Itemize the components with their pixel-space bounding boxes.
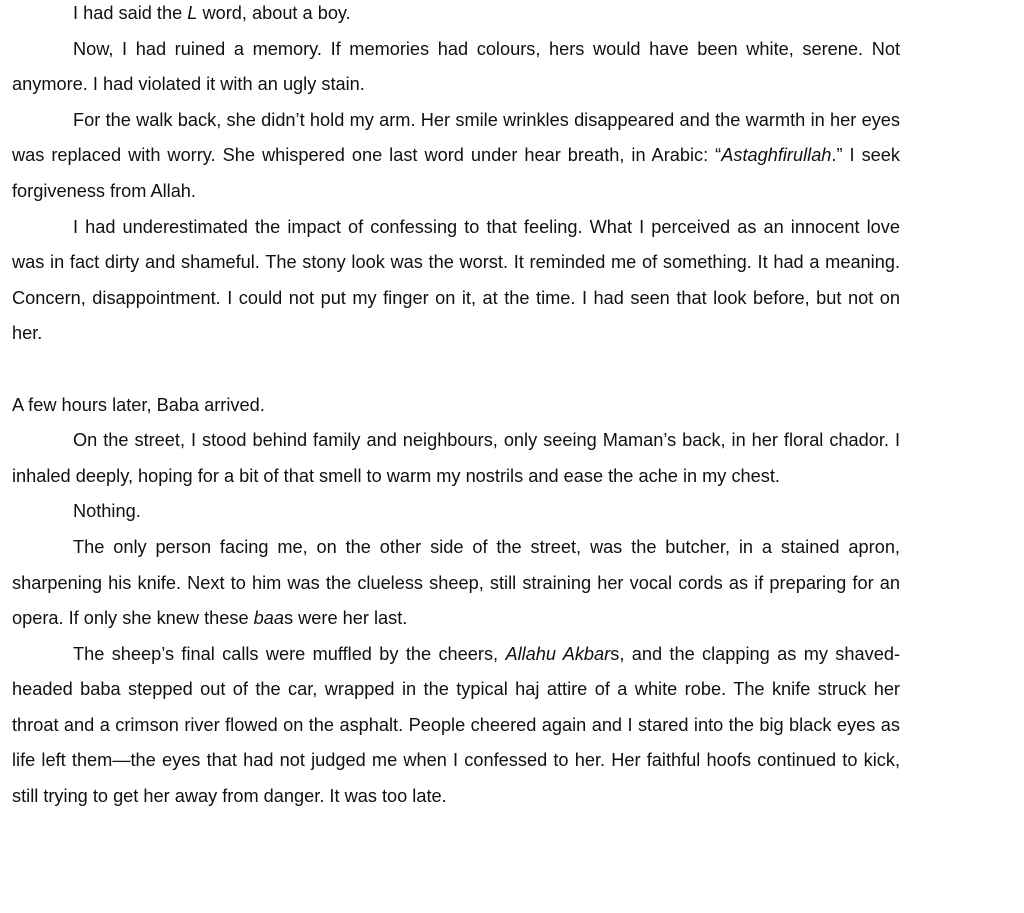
italic-text: Allahu Akbar [505,643,611,664]
text-segment: s, and the clapping as my shaved-headed baba stepped out of the car, wrapped in the typical haj attire of a white robe. The knife struck her throat and a crimson river flowed on the asphalt. People cheered again and I stared into the big black eyes as life left them—the eyes that had not judged me when I confessed to her. Her faithful hoofs continued to kick, still trying to get her away from danger. It was too late. [12,643,900,807]
text-segment: I had said the [73,3,188,23]
document-page [12,0,900,815]
text-segment: A few hours later, Baba arrived. [12,394,265,415]
text-segment: The sheep’s final calls were muffled by the cheers, [73,643,506,664]
text-segment: I had underestimated the impact of confessing to that feeling. What I perceived as an innocent love was in fact dirty and shameful. The stony look was the worst. It reminded me of something. It had a meaning. Concern, disappointment. I could not put my finger on it, at the time. I had seen that look before, but not on her. [12,216,900,344]
text-segment: .” I seek forgiveness from Allah. [12,145,900,201]
paragraph [12,423,900,494]
paragraph [12,530,900,637]
text-segment: The only person facing me, on the other side of the street, was the butcher, in a stained apron, sharpening his knife. Next to him was the clueless sheep, still straining her vocal cords as if preparing for an opera. If only she knew these [12,536,900,629]
paragraph [12,210,900,352]
paragraph [12,0,900,32]
paragraph [12,637,900,815]
paragraph [12,103,900,210]
text-segment: word, about a boy. [197,3,351,23]
section-break [12,352,900,388]
text-segment: Now, I had ruined a memory. If memories had colours, hers would have been white, serene. Not anymore. I had violated it with an ugly stain. [12,38,900,95]
text-segment: s were her last. [284,608,408,629]
text-segment: For the walk back, she didn’t hold my arm. Her smile wrinkles disappeared and the warmth in her eyes was replaced with worry. She whispered one last word under hear breath, in Arabic: “ [12,109,900,166]
italic-text: baa [253,608,284,629]
italic-text: Astaghfirullah [721,145,832,166]
paragraph [12,388,900,424]
text-segment: Nothing. [73,501,141,522]
paragraph [12,32,900,103]
italic-text: L [187,3,198,23]
text-segment: On the street, I stood behind family and neighbours, only seeing Maman’s back, in her floral chador. I inhaled deeply, hoping for a bit of that smell to warm my nostrils and ease the ache in my chest. [12,430,900,486]
paragraph [12,494,900,530]
